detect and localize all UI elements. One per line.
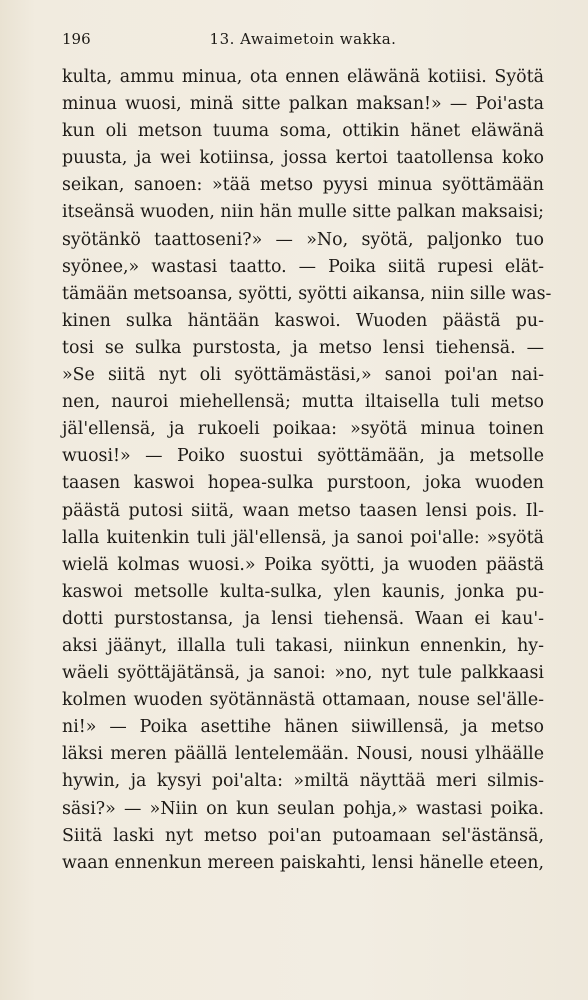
text-line: lalla kuitenkin tuli jäl'ellensä, ja sanoi poi'alle: »syötä: [62, 527, 544, 548]
text-line: ni!» — Poika asettihe hänen siiwillensä, ja metso: [62, 717, 544, 738]
text-line: säsi?» — »Niin on kun seulan pohja,» wastasi poika.: [62, 798, 544, 819]
text-line: läksi meren päällä lentelemään. Nousi, nousi ylhäälle: [62, 744, 544, 765]
text-line: kulta, ammu minua, ota ennen eläwänä kotiisi. Syötä: [62, 67, 544, 87]
text-line: tosi se sulka purstosta, ja metso lensi tiehensä. —: [62, 337, 544, 358]
page-number: 196: [62, 30, 91, 48]
text-line: kinen sulka häntään kaswoi. Wuoden päästä pu-: [62, 310, 544, 331]
text-line: minua wuosi, minä sitte palkan maksan!» — Poi'asta: [62, 94, 544, 115]
text-line: taasen kaswoi hopea-sulka purstoon, joka wuoden: [62, 473, 544, 494]
text-line: kaswoi metsolle kulta-sulka, ylen kaunis, jonka pu-: [62, 581, 544, 602]
text-line: aksi jäänyt, illalla tuli takasi, niinkun ennenkin, hy-: [62, 635, 544, 656]
text-line: wuosi!» — Poiko suostui syöttämään, ja metsolle: [62, 446, 544, 467]
text-line: syötänkö taattoseni?» — »No, syötä, paljonko tuo: [62, 229, 544, 250]
text-line: itseänsä wuoden, niin hän mulle sitte palkan maksaisi;: [62, 202, 544, 223]
text-line: Siitä laski nyt metso poi'an putoamaan sel'ästänsä,: [62, 825, 544, 846]
text-line: tämään metsoansa, syötti, syötti aikansa, niin sille was-: [62, 283, 552, 304]
text-line: wäeli syöttäjätänsä, ja sanoi: »no, nyt tule palkkaasi: [62, 663, 544, 684]
text-line: waan ennenkun mereen paiskahti, lensi hänelle eteen,: [62, 852, 544, 873]
text-line: nen, nauroi miehellensä; mutta iltaisella tuli metso: [62, 392, 544, 413]
text-line: »Se siitä nyt oli syöttämästäsi,» sanoi poi'an nai-: [62, 365, 544, 386]
running-head: 13. Awaimetoin wakka.: [209, 30, 397, 48]
text-line: päästä putosi siitä, waan metso taasen lensi pois. Il-: [62, 500, 544, 521]
text-line: puusta, ja wei kotiinsa, jossa kertoi taatollensa koko: [62, 148, 544, 169]
text-line: dotti purstostansa, ja lensi tiehensä. Waan ei kau'-: [62, 608, 544, 629]
text-line: hywin, ja kysyi poi'alta: »miltä näyttää meri silmis-: [62, 771, 544, 792]
text-line: syönee,» wastasi taatto. — Poika siitä rupesi elät-: [62, 256, 544, 277]
body-text: [62, 64, 552, 877]
text-line: jäl'ellensä, ja rukoeli poikaa: »syötä minua toinen: [62, 419, 544, 440]
text-line: kun oli metson tuuma soma, ottikin hänet eläwänä: [62, 121, 544, 142]
text-line: kolmen wuoden syötännästä ottamaan, nouse sel'älle-: [62, 690, 544, 711]
text-line: seikan, sanoen: »tää metso pyysi minua syöttämään: [62, 175, 544, 196]
text-line: wielä kolmas wuosi.» Poika syötti, ja wuoden päästä: [62, 554, 544, 575]
page-header: [62, 30, 544, 54]
